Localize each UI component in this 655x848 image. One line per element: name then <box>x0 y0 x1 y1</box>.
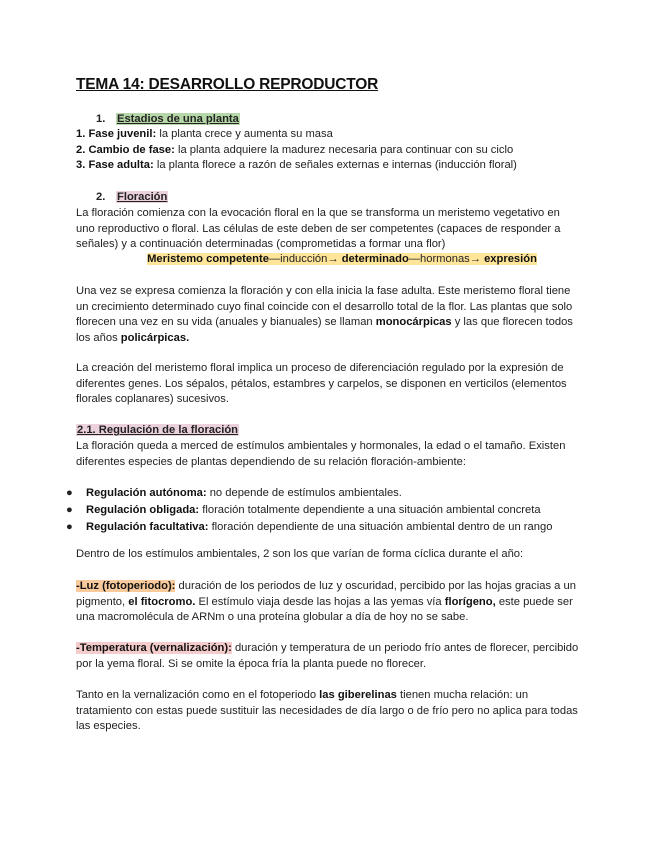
paragraph-fragment: este puede ser una macromolécula de ARNm o una proteína globular a día de hoy no se sabe. <box>76 595 573 624</box>
regulation-text: no depende de estímulos ambientales. <box>206 487 402 499</box>
flow-line <box>76 252 608 267</box>
stage-label: 2. Cambio de fase: <box>76 143 175 156</box>
term-policarpicas: policárpicas. <box>120 331 190 344</box>
bullet-icon: ● <box>66 504 73 516</box>
section-2-1-paragraph-2 <box>76 547 596 563</box>
paragraph-text: Dentro de los estímulos ambientales, 2 son los que varían de forma cíclica durante el año: <box>76 548 524 560</box>
paragraph-text: La floración queda a merced de estímulos ambientales y hormonales, la edad o el tamaño. Existen diferentes especies de plantas dependiendo de su relación floración-ambiente: <box>76 440 566 468</box>
section-1-title: Estadios de una planta <box>117 113 239 125</box>
regulation-text: floración totalmente dependiente a una situación ambiental concreta <box>199 504 541 516</box>
list-item <box>66 519 606 536</box>
section-2-1-title: 2.1. Regulación de la floración <box>77 424 239 436</box>
stage-item <box>76 143 616 159</box>
paragraph-fragment: El estímulo viaja desde las hojas a las yemas vía <box>195 595 445 608</box>
stage-text: la planta adquiere la madurez necesaria para continuar con su ciclo <box>174 143 514 156</box>
temperatura-label: -Temperatura (vernalización): <box>76 642 232 654</box>
term-florigeno: florígeno, <box>444 595 496 608</box>
regulation-label: Regulación facultativa: <box>86 521 209 533</box>
paragraph-fragment: duración de los periodos de luz y oscuridad, percibido por las hojas gracias a un pigmento, <box>76 580 576 608</box>
stage-label: 1. Fase juvenil: <box>76 128 157 140</box>
section-2-title: Floración <box>117 191 168 203</box>
paragraph-text: La creación del meristemo floral implica un proceso de diferenciación regulado por la expresión de diferentes genes. Los sépalos, pétalos, estambres y carpelos, se disponen en verticilos (elementos florales coplanares) sucesivos. <box>76 362 567 406</box>
regulation-list <box>66 485 606 536</box>
list-item <box>66 485 606 502</box>
paragraph-fragment: Tanto en la vernalización como en el fotoperiodo <box>76 689 320 701</box>
section-1-list <box>76 127 616 174</box>
regulation-text: floración dependiente de una situación ambiental dentro de un rango <box>208 521 553 533</box>
flow-competent: Meristemo competente <box>147 253 269 265</box>
luz-label: -Luz (fotoperiodo): <box>76 580 176 592</box>
section-2-number: 2. <box>96 191 106 203</box>
flow-determined: determinado <box>341 253 409 265</box>
flow-arrow-hormones: —hormonas→ <box>408 253 485 265</box>
term-giberelinas: las giberelinas <box>319 689 397 701</box>
paragraph-text <box>76 641 582 672</box>
section-1-heading <box>96 112 240 127</box>
paragraph-text <box>76 579 582 626</box>
giberelinas-paragraph <box>76 688 582 735</box>
paragraph-fragment: tienen mucha relación: un tratamiento con estas puede sustituir las necesidades de día largo o de frío pero no aplica para todas las especies. <box>76 689 578 733</box>
paragraph-text <box>76 688 582 735</box>
bullet-icon: ● <box>66 521 73 533</box>
section-1-number: 1. <box>96 113 106 125</box>
section-2-1-paragraph-1 <box>76 439 576 470</box>
temperatura-paragraph <box>76 641 582 672</box>
paragraph-text: La floración comienza con la evocación floral en la que se transforma un meristemo vegetativo en uno reproductivo o floral. Las células de este deben de ser competentes (capaces de responder a señales) y a continuación determinadas (comprometidas a formar una flor) <box>76 207 561 251</box>
flow-arrow-induction: —inducción→ <box>268 253 342 265</box>
paragraph-fragment: duración y temperatura de un periodo frío antes de florecer, percibido por la yema floral. Si se omite la época fría la planta puede no florecer. <box>76 642 579 670</box>
flow-expression: expresión <box>484 253 537 265</box>
stage-text: la planta crece y aumenta su masa <box>156 128 333 140</box>
list-item <box>66 502 606 519</box>
term-monocarpicas: monocárpicas <box>375 316 452 329</box>
section-2-paragraph-3 <box>76 361 582 408</box>
section-2-paragraph-2 <box>76 284 578 346</box>
flow-highlight <box>147 253 537 265</box>
stage-text: la planta florece a razón de señales externas e internas (inducción floral) <box>153 159 517 172</box>
section-2-1-heading <box>76 423 239 438</box>
term-fitocromo: el fitocromo. <box>128 595 196 608</box>
section-2-paragraph-1 <box>76 206 580 253</box>
luz-paragraph <box>76 579 582 626</box>
paragraph-fragment: Una vez se expresa comienza la floración y con ella inicia la fase adulta. Este meristemo floral tiene un crecimiento determinado cuyo final coincide con el desarrollo total de la flor. Las plantas que solo florecen una vez en su vida (anuales y bianuales) se llaman <box>76 285 573 329</box>
section-2-heading <box>96 190 168 205</box>
regulation-label: Regulación autónoma: <box>86 487 207 499</box>
bullet-icon: ● <box>66 487 73 499</box>
regulation-label: Regulación obligada: <box>86 504 200 516</box>
paragraph-fragment: y las que florecen todos los años <box>76 316 573 344</box>
paragraph-text <box>76 284 578 346</box>
stage-item <box>76 127 616 143</box>
stage-label: 3. Fase adulta: <box>76 159 154 172</box>
stage-item <box>76 158 616 174</box>
document-title: TEMA 14: DESARROLLO REPRODUCTOR <box>76 76 379 93</box>
